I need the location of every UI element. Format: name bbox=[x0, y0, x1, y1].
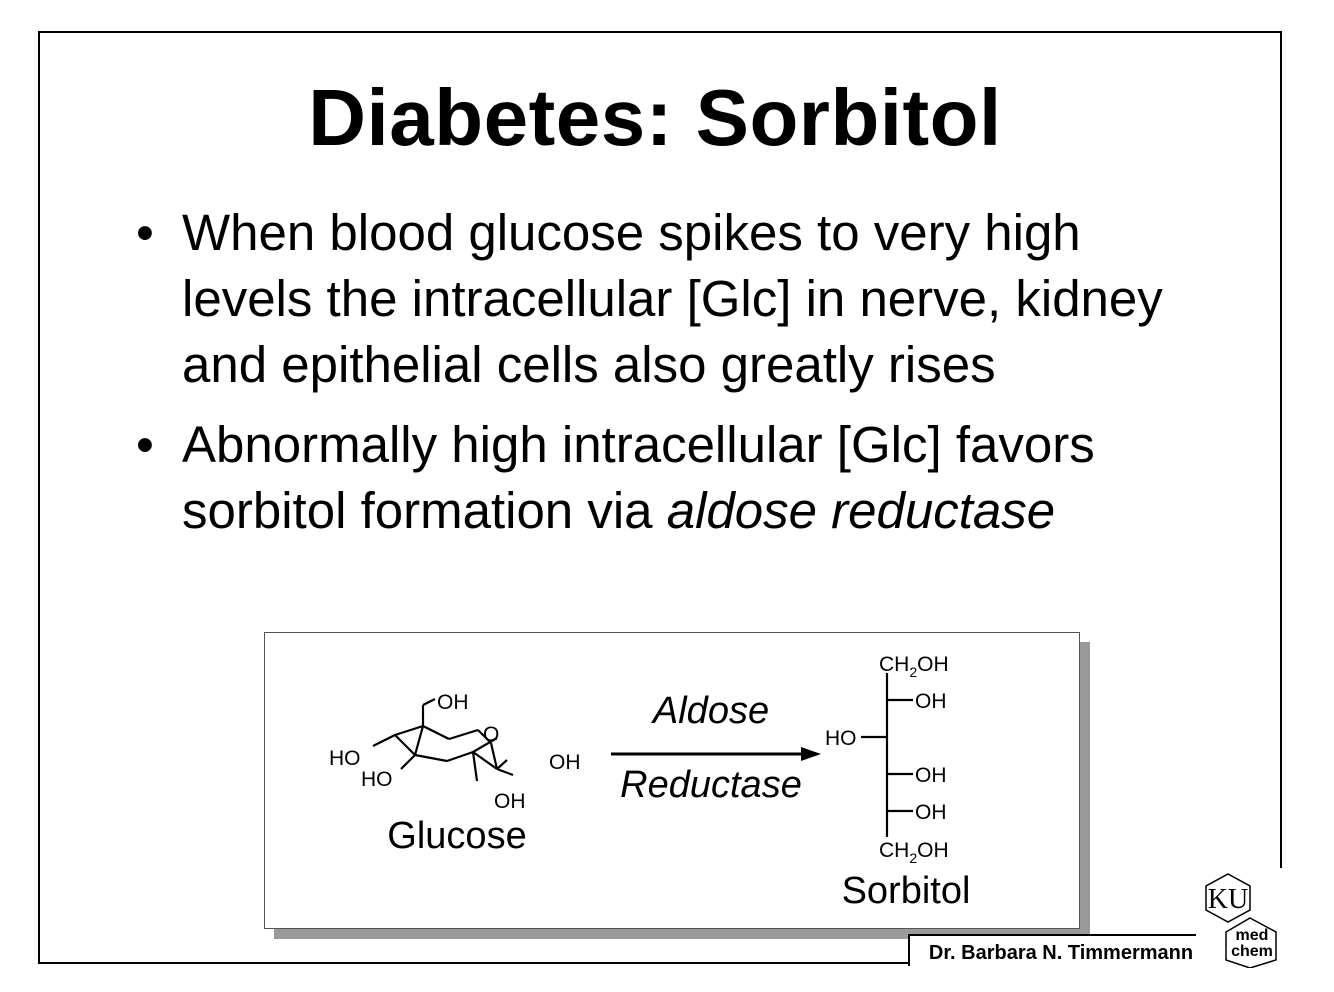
arrow-bottom-label: Reductase bbox=[620, 764, 802, 806]
logo-ku-text: KU bbox=[1207, 884, 1249, 915]
logo-chem-text: chem bbox=[1231, 943, 1273, 960]
sorbitol-bottom-oh: OH bbox=[917, 839, 949, 862]
glucose-label: Glucose bbox=[387, 815, 527, 857]
logo-med-text: med bbox=[1235, 927, 1269, 944]
bullet-text: Abnormally high intracellular [Glc] favors sorbitol formation via bbox=[182, 416, 1095, 539]
sorbitol-label: Sorbitol bbox=[841, 870, 971, 912]
bullet-item bbox=[130, 200, 1210, 398]
sorbitol-structure bbox=[861, 673, 913, 837]
svg-text:CH2OH bbox=[879, 839, 949, 866]
sorbitol-bottom-ch: CH bbox=[879, 839, 910, 862]
glucose-oh-bottom: OH bbox=[494, 790, 526, 813]
glucose-oh-right: OH bbox=[549, 751, 581, 774]
sorbitol-oh-4: OH bbox=[915, 801, 947, 824]
glucose-oh-top: OH bbox=[437, 691, 469, 714]
slide-title: Diabetes: Sorbitol bbox=[308, 73, 1002, 162]
reaction-figure bbox=[264, 632, 1080, 929]
sorbitol-ho-2: HO bbox=[825, 727, 857, 750]
sorbitol-top-sub: 2 bbox=[909, 664, 918, 680]
bullet-marker: • bbox=[136, 416, 154, 473]
glucose-ho-upper: HO bbox=[329, 747, 361, 770]
sorbitol-oh-3: OH bbox=[915, 764, 947, 787]
svg-text:CH2OH bbox=[879, 653, 949, 680]
sorbitol-top-ch: CH bbox=[879, 653, 910, 676]
ku-medchem-logo bbox=[1196, 868, 1284, 968]
bullet-item bbox=[130, 412, 1210, 544]
glucose-ho-lower: HO bbox=[361, 768, 393, 791]
sorbitol-bottom-sub: 2 bbox=[909, 850, 918, 866]
reaction-arrow bbox=[611, 747, 821, 761]
arrow-top-label: Aldose bbox=[652, 690, 770, 732]
author-credit: Dr. Barbara N. Timmermann bbox=[908, 934, 1214, 966]
bullet-marker: • bbox=[136, 204, 154, 261]
sorbitol-top-oh: OH bbox=[917, 653, 949, 676]
sorbitol-oh-1: OH bbox=[915, 690, 947, 713]
glucose-ring-oxygen: O bbox=[483, 723, 500, 746]
bullet-list bbox=[130, 200, 1210, 558]
bullet-text: When blood glucose spikes to very high levels the intracellular [Glc] in nerve, kidney and epithelial cells also greatly rises bbox=[182, 204, 1163, 393]
bullet-text-italic: aldose reductase bbox=[666, 482, 1056, 539]
